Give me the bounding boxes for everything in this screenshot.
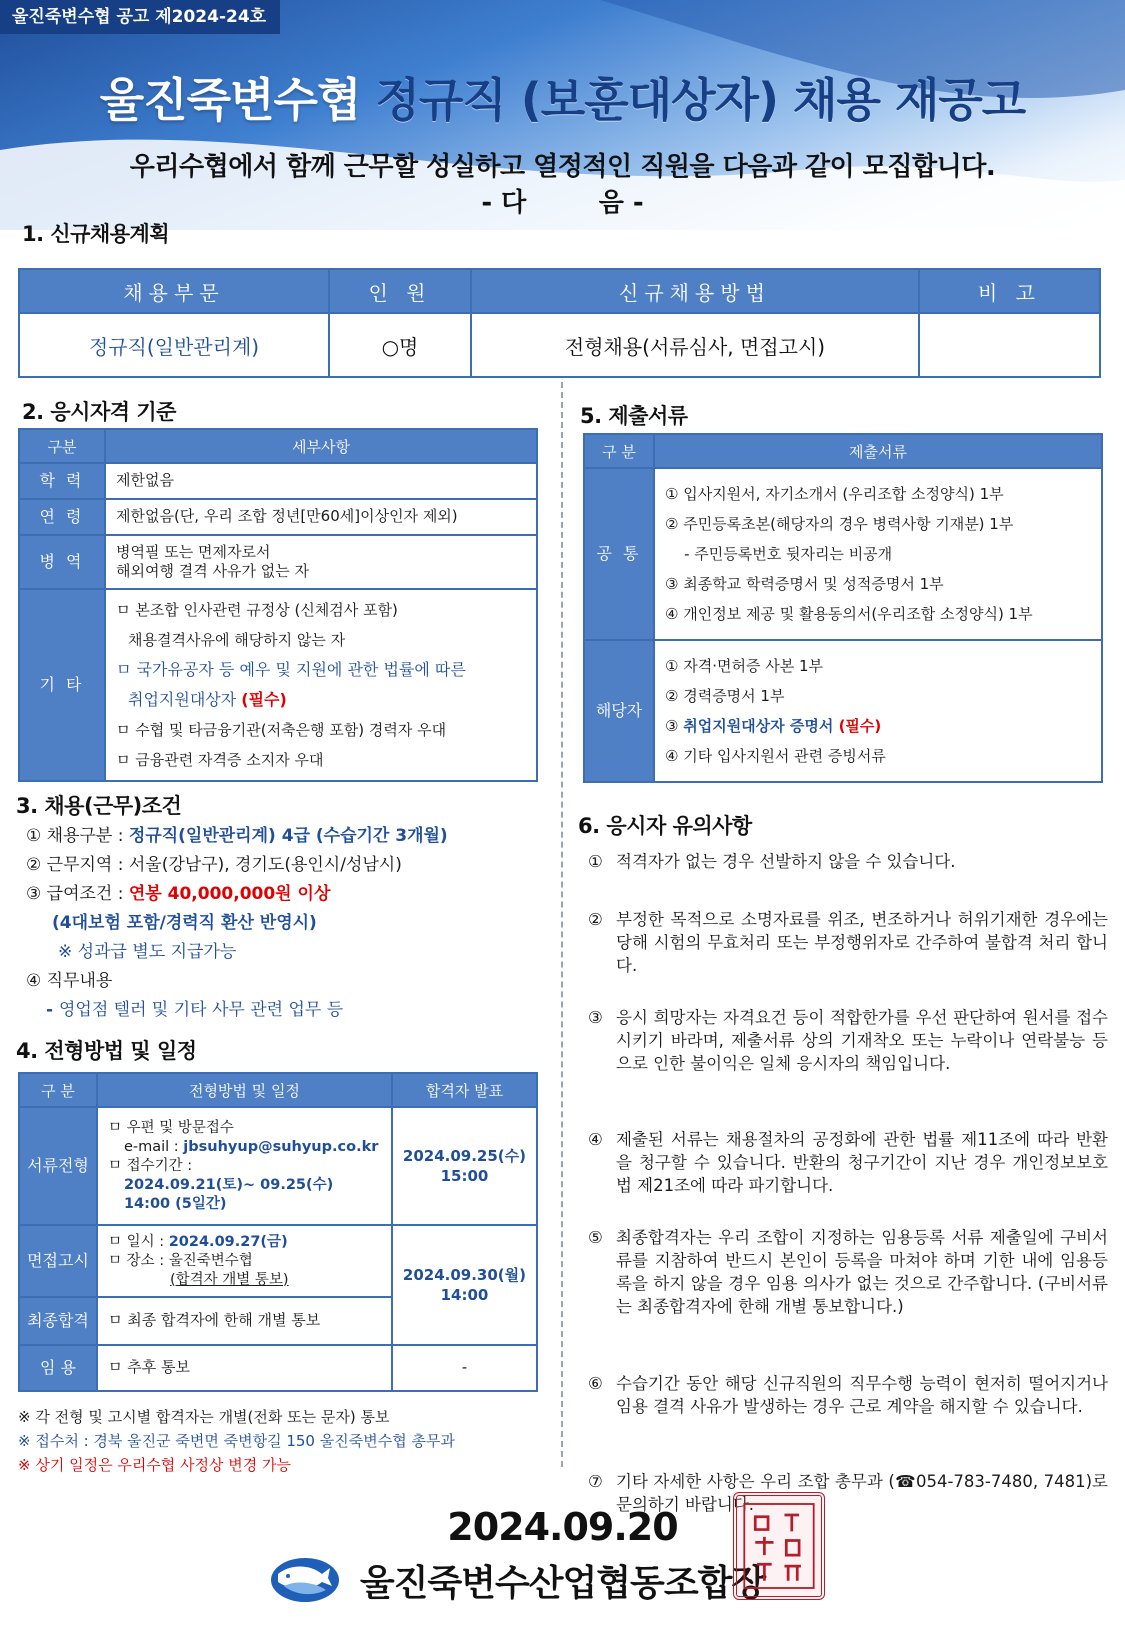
- etc-target-text: 취업지원대상자: [128, 690, 242, 709]
- etc-line-1: ㅁ 본조합 인사관련 규정상 (신체검사 포함): [116, 601, 398, 619]
- section-1-title: 1. 신규채용계획: [22, 222, 170, 246]
- section-3-title: 3. 채용(근무)조건: [16, 794, 182, 818]
- caution-item: [588, 1226, 1108, 1372]
- row-label-document-screening: 서류전형: [19, 1107, 97, 1225]
- common-documents: [654, 468, 1102, 640]
- interview-line-3: (합격자 개별 통보): [169, 1271, 289, 1288]
- page-subtitle: 우리수협에서 함께 근무할 성실하고 열정적인 직원을 다음과 같이 모집합니다.: [129, 152, 996, 182]
- col-header-announcement: 합격자 발표: [392, 1073, 537, 1107]
- documents-table: [583, 433, 1103, 783]
- doc-line-4: 2024.09.21(토)~ 09.25(수): [123, 1176, 334, 1193]
- applicable-required-badge: (필수): [838, 717, 882, 735]
- title-position: 정규직 (보훈대상자) 채용 재공고: [375, 73, 1026, 127]
- row-label-interview: 면접고시: [19, 1225, 97, 1297]
- col-header-type: 구 분: [584, 434, 654, 468]
- duties-text: 영업점 텔러 및 기타 사무 관련 업무 등: [58, 1000, 344, 1020]
- email-link[interactable]: jbsuhyup@suhyup.co.kr: [183, 1138, 379, 1155]
- row-label-military: 병 역: [19, 535, 105, 589]
- caution-item: [588, 1128, 1108, 1226]
- section-4-title: 4. 전형방법 및 일정: [16, 1039, 197, 1063]
- caution-text: 기타 자세한 사항은 우리 조합 총무과 (☎054-783-7480, 7481)로 문의하기 바랍니다.: [616, 1472, 1108, 1514]
- etc-required-badge: (필수): [241, 690, 287, 709]
- duties-dash: -: [46, 1000, 59, 1020]
- common-doc-3: ③ 최종학교 학력증명서 및 성적증명서 1부: [665, 575, 944, 593]
- col-header-schedule: 전형방법 및 일정: [97, 1073, 392, 1107]
- row-label-hire: 임 용: [19, 1345, 97, 1391]
- applicable-doc-2: ② 경력증명서 1부: [665, 687, 785, 705]
- military-line-2: 해외여행 결격 사유가 없는 자: [116, 562, 309, 580]
- row-label-education: 학 력: [19, 463, 105, 499]
- announcement-date: 2024.09.20: [447, 1505, 678, 1549]
- cell-headcount: ○명: [329, 313, 471, 377]
- etc-line-5: ㅁ 수협 및 타금융기관(저축은행 포함) 경력자 우대: [116, 721, 447, 739]
- doc-line-1: ㅁ 우편 및 방문접수: [107, 1119, 234, 1136]
- official-seal-stamp: [733, 1492, 825, 1600]
- row-label-applicable: 해당자: [584, 640, 654, 782]
- row-label-etc: 기 타: [19, 589, 105, 781]
- interview-result-time: 14:00: [440, 1286, 489, 1304]
- document-result: [392, 1107, 537, 1225]
- applicable-doc-3-num: ③: [665, 717, 684, 735]
- email-label: e-mail :: [123, 1138, 184, 1155]
- etc-line-3: ㅁ 국가유공자 등 예우 및 지원에 관한 법률에 따른: [116, 660, 466, 679]
- common-doc-4: ④ 개인정보 제공 및 활용동의서(우리조합 소정양식) 1부: [665, 605, 1033, 623]
- document-screening-details: [97, 1107, 392, 1225]
- applicable-doc-3-text: 취업지원대상자 증명서: [683, 717, 839, 735]
- caution-item: [588, 908, 1108, 1006]
- condition-duties-detail: [26, 996, 546, 1025]
- condition-location: ② 근무지역 : 서울(강남구), 경기도(용인시/성남시): [26, 855, 402, 875]
- column-divider: [561, 382, 563, 1467]
- military-line-1: 병역필 또는 면제자로서: [116, 543, 271, 561]
- caution-num: ③: [588, 1008, 603, 1027]
- interview-date: 2024.09.27(금): [168, 1233, 288, 1250]
- condition-type-value: 정규직(일반관리계) 4급 (수습기간 3개월): [128, 826, 448, 846]
- interview-details: [97, 1225, 392, 1297]
- note-schedule-change: ※ 상기 일정은 우리수협 사정상 변경 가능: [18, 1456, 292, 1474]
- caution-num: ①: [588, 852, 603, 871]
- applicable-doc-1: ① 자격·면허증 사본 1부: [665, 657, 823, 675]
- etc-line-6: ㅁ 금융관련 자격증 소지자 우대: [116, 751, 324, 769]
- col-header-details: 세부사항: [105, 429, 537, 463]
- condition-salary: [26, 880, 546, 909]
- common-doc-2-note: - 주민등록번호 뒷자리는 비공개: [665, 545, 893, 563]
- row-value-age: 제한없음(단, 우리 조합 정년[만60세]이상인자 제외): [105, 499, 537, 535]
- col-header-step: 구 분: [19, 1073, 97, 1107]
- section-2-title: 2. 응시자격 기준: [22, 400, 176, 424]
- hiring-plan-table: [18, 268, 1101, 378]
- common-doc-2: ② 주민등록초본(해당자의 경우 병력사항 기재분) 1부: [665, 515, 1014, 533]
- caution-text: 적격자가 없는 경우 선발하지 않을 수 있습니다.: [616, 852, 956, 871]
- caution-num: ⑥: [588, 1374, 603, 1393]
- organization-name: 울진죽변수산업협동조합장: [359, 1563, 766, 1604]
- row-value-education: 제한없음: [105, 463, 537, 499]
- interview-result: [392, 1225, 537, 1345]
- notice-number: 울진죽변수협 공고 제2024-24호: [0, 0, 280, 34]
- row-value-military: [105, 535, 537, 589]
- final-details: ㅁ 최종 합격자에 한해 개별 통보: [97, 1297, 392, 1345]
- col-header-remarks: 비 고: [919, 269, 1100, 313]
- interview-result-date: 2024.09.30(월): [402, 1266, 526, 1284]
- schedule-notes: [18, 1405, 455, 1477]
- col-header-documents: 제출서류: [654, 434, 1102, 468]
- hire-result: -: [392, 1345, 537, 1391]
- condition-duties: ④ 직무내용: [26, 971, 113, 991]
- section-5-title: 5. 제출서류: [580, 404, 688, 428]
- caution-item: [588, 1006, 1108, 1128]
- caution-text: 수습기간 동안 해당 신규직원의 직무수행 능력이 현저히 떨어지거나 임용 결격 사유가 발생하는 경우 근로 계약을 해지할 수 있습니다.: [616, 1374, 1108, 1416]
- caution-text: 부정한 목적으로 소명자료를 위조, 변조하거나 허위기재한 경우에는 당해 시험의 무효처리 또는 부정행위자로 간주하여 불합격 처리 합니다.: [616, 910, 1108, 975]
- applicable-doc-3: [665, 711, 1091, 741]
- caution-text: 제출된 서류는 채용절차의 공정화에 관한 법률 제11조에 따라 반환을 청구할 수 있습니다. 반환의 청구기간이 지난 경우 개인정보보호법 제21조에 따라 파기합니다.: [616, 1130, 1108, 1195]
- doc-line-5: 14:00 (5일간): [123, 1195, 227, 1212]
- condition-salary-label: ③ 급여조건 :: [26, 884, 129, 904]
- col-header-headcount: 인 원: [329, 269, 471, 313]
- caution-text: 응시 희망자는 자격요건 등이 적합한가를 우선 판단하여 원서를 접수시키기 바라며, 제출서류 상의 기재착오 또는 누락이나 연락불능 등으로 인한 불이익은 일체 응시자의 책임입니다.: [616, 1008, 1108, 1073]
- row-label-age: 연 령: [19, 499, 105, 535]
- applicable-doc-4: ④ 기타 입사지원서 관련 증빙서류: [665, 747, 886, 765]
- row-label-common: 공 통: [584, 468, 654, 640]
- dagum-heading: - 다 음 -: [481, 188, 644, 218]
- title-org: 울진죽변수협: [99, 73, 361, 127]
- eligibility-table: [18, 428, 538, 782]
- doc-line-3: ㅁ 접수기간 :: [107, 1157, 193, 1174]
- common-doc-1: ① 입사지원서, 자기소개서 (우리조합 소정양식) 1부: [665, 485, 1004, 503]
- condition-bonus-note: ※ 성과급 별도 지급가능: [58, 942, 237, 962]
- caution-num: ⑤: [588, 1228, 603, 1247]
- interview-line-2: ㅁ 장소 : 울진죽변수협: [107, 1252, 253, 1269]
- interview-date-label: ㅁ 일시 :: [107, 1233, 169, 1250]
- section-6-title: 6. 응시자 유의사항: [578, 814, 752, 838]
- col-header-method: 신규채용방법: [471, 269, 919, 313]
- applicant-cautions: [588, 850, 1108, 1520]
- doc-result-time: 15:00: [440, 1167, 489, 1185]
- condition-salary-value: 연봉 40,000,000원 이상: [128, 884, 331, 904]
- page-title: [0, 64, 1125, 130]
- hire-details: ㅁ 추후 통보: [97, 1345, 392, 1391]
- doc-line-2: [108, 1138, 381, 1157]
- interview-line-1: [108, 1233, 381, 1252]
- caution-num: ②: [588, 910, 603, 929]
- caution-item: [588, 850, 1108, 908]
- cell-method: 전형채용(서류심사, 면접고시): [471, 313, 919, 377]
- etc-line-2: 채용결격사유에 해당하지 않는 자: [128, 631, 346, 649]
- row-label-final: 최종합격: [19, 1297, 97, 1345]
- condition-salary-note: (4대보험 포함/경력직 환산 반영시): [52, 913, 317, 933]
- cell-division: 정규직(일반관리계): [19, 313, 329, 377]
- working-conditions: [26, 822, 546, 1025]
- applicable-documents: [654, 640, 1102, 782]
- condition-type-label: ① 채용구분 :: [26, 826, 129, 846]
- cell-remarks: [919, 313, 1100, 377]
- row-value-etc: [105, 589, 537, 781]
- col-header-division: 채용부문: [19, 269, 329, 313]
- caution-num: ⑦: [588, 1472, 603, 1491]
- caution-text: 최종합격자는 우리 조합이 지정하는 임용등록 서류 제출일에 구비서류를 지참하여 반드시 본인이 등록을 마쳐야 하며 기한 내에 임용등록을 하지 않을 경우 임용 의사가 없는 것으로 간주합니다. (구비서류는 최종합격자에 한해 개별 통보합니다.): [616, 1228, 1108, 1316]
- etc-line-4: [116, 685, 526, 715]
- col-header-category: 구분: [19, 429, 105, 463]
- caution-num: ④: [588, 1130, 603, 1149]
- condition-type: [26, 822, 546, 851]
- doc-result-date: 2024.09.25(수): [402, 1147, 526, 1165]
- selection-schedule-table: [18, 1072, 538, 1392]
- note-reception: ※ 접수처 : 경북 울진군 죽변면 죽변항길 150 울진죽변수협 총무과: [18, 1432, 455, 1450]
- caution-item: [588, 1372, 1108, 1470]
- note-individual-notice: ※ 각 전형 및 고시별 합격자는 개별(전화 또는 문자) 통보: [18, 1408, 390, 1426]
